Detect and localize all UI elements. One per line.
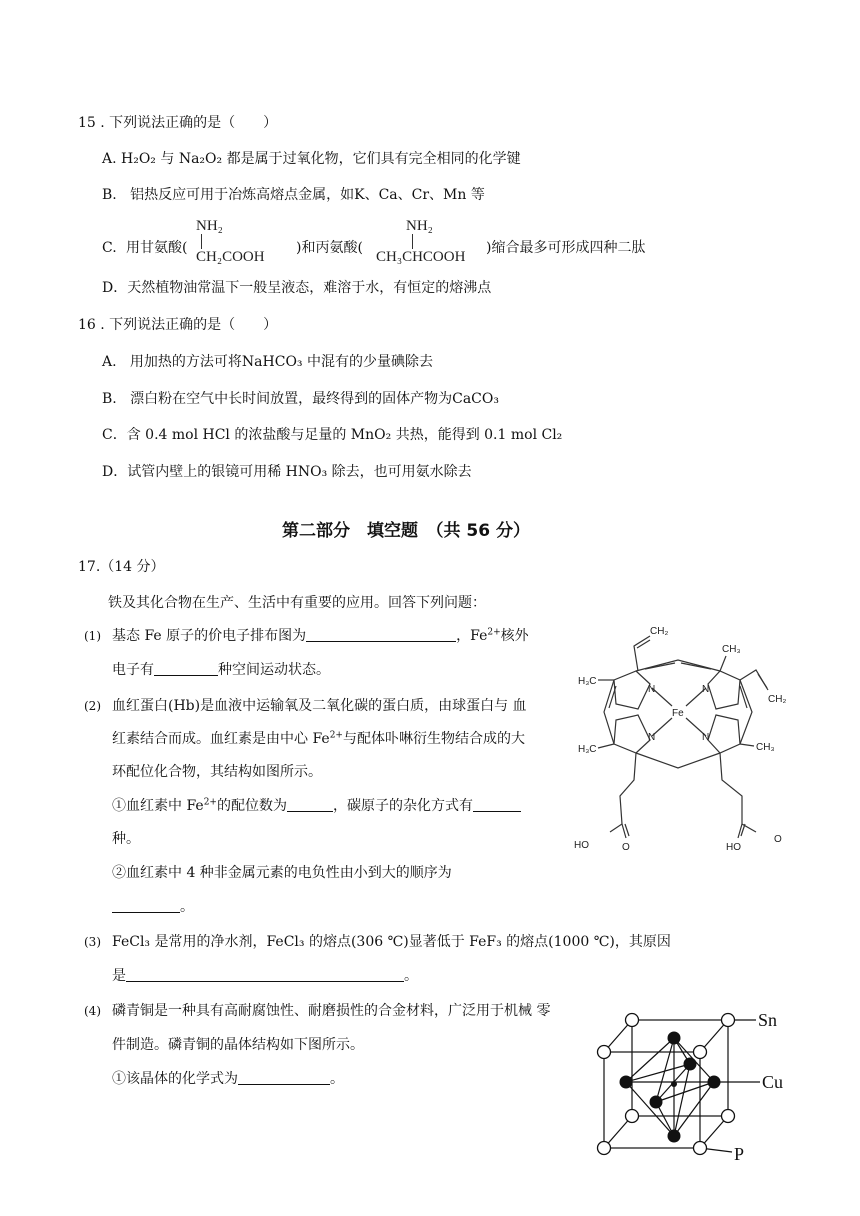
q17-part2-line2-b: 与配体卟啉衍生物结合成的大 [342, 731, 525, 747]
q17-part1-line2-a: 电子有 [112, 662, 154, 678]
crystal-p-label: P [734, 1144, 745, 1162]
q16-option-b-text: 漂白粉在空气中长时间放置，最终得到的固体产物为CaCO₃ [130, 391, 499, 407]
alanine-chain: CH₃CHCOOH [376, 249, 466, 265]
q17-part4-line2: 件制造。磷青铜的晶体结构如下图所示。 [112, 1037, 364, 1053]
answer-blank-electronegativity[interactable] [112, 898, 180, 913]
q17-part2-line2-a: 红素结合而成。血红素是由中心 Fe [112, 731, 330, 747]
heme-methyl-bottom-left-label: H₃C [578, 744, 597, 755]
heme-methyl-bottom-right-label: CH₃ [756, 742, 775, 753]
q17-part2-q2-answer [112, 898, 194, 916]
q17-part2-q1-end: 种。 [112, 831, 140, 847]
q16-stem: 16 . 下列说法正确的是（ ） [78, 317, 278, 333]
glycine-chain: CH₂COOH [196, 249, 265, 265]
q16-option-a-text: 用加热的方法可将NaHCO₃ 中混有的少量碘除去 [129, 354, 433, 370]
heme-n-label-2: N [702, 684, 710, 695]
q15-option-b-letter: B. [102, 187, 117, 203]
q17-part2-line3: 环配位化合物，其结构如图所示。 [112, 764, 322, 780]
q17-part3-line2-a: 是 [112, 968, 126, 984]
q17-part1-sup: 2+ [487, 627, 501, 638]
crystal-structure-figure [592, 1006, 792, 1162]
answer-blank-coordination-number[interactable] [287, 797, 333, 812]
crystal-cu-label: Cu [762, 1072, 784, 1092]
crystal-sn-label: Sn [758, 1010, 778, 1030]
q15-option-d: D．天然植物油常温下一般呈液态，难溶于水，有恒定的熔沸点 [102, 280, 492, 296]
q15-option-c-part1: 用甘氨酸( [126, 240, 188, 256]
q15-stem: 15 . 下列说法正确的是（ ） [78, 115, 278, 131]
answer-blank-motion-states[interactable] [154, 661, 218, 676]
glycine-nh2: NH₂ [196, 218, 223, 234]
q17-part2-line2 [112, 730, 525, 748]
heme-o-right-label: O [774, 834, 782, 845]
q17-part4-line1: 磷青铜是一种具有高耐腐蚀性、耐磨损性的合金材料，广泛用于机械 零 [112, 1003, 551, 1019]
q17-part1-text-b: ，Fe [456, 628, 488, 644]
q16-option-c: C．含 0.4 mol HCl 的浓盐酸与足量的 MnO₂ 共热，能得到 0.1 mol Cl₂ [102, 427, 563, 443]
heme-o-left-label: O [622, 842, 630, 853]
q15-option-c-letter: C. [102, 240, 117, 256]
q17-part1-line2 [112, 661, 330, 679]
heme-ho-left-label: HO [574, 840, 589, 851]
q17-part4-number: (4) [84, 1004, 101, 1018]
q17-part2-q2-end: 。 [180, 899, 194, 915]
q17-part1-number: (1) [84, 629, 101, 643]
heme-n-label-4: N [702, 732, 710, 743]
q17-part2-line1: 血红蛋白(Hb)是血液中运输氧及二氧化碳的蛋白质，由球蛋白与 血 [112, 698, 527, 714]
q17-part4-q1-end: 。 [330, 1071, 344, 1087]
q17-part2-q1 [112, 797, 521, 815]
q16-option-d: D．试管内壁上的银镜可用稀 HNO₃ 除去，也可用氨水除去 [102, 464, 472, 480]
q17-part2-q1-b: 的配位数为 [216, 798, 287, 814]
q17-part3-line2 [112, 967, 418, 985]
q17-part2-number: (2) [84, 699, 101, 713]
q17-part2-q1-sup: 2+ [203, 797, 217, 808]
q15-option-c-part3: )缩合最多可形成四种二肽 [486, 240, 646, 256]
alanine-bond [412, 234, 413, 249]
q17-part3-line2-end: 。 [404, 968, 418, 984]
q17-part2-q2: ②血红素中 4 种非金属元素的电负性由小到大的顺序为 [112, 865, 452, 881]
answer-blank-reason[interactable] [126, 967, 404, 982]
alanine-formula [376, 218, 465, 265]
glycine-formula [196, 218, 265, 265]
heme-fe-label: Fe [672, 708, 684, 719]
q15-option-c-part2: )和丙氨酸( [296, 240, 363, 256]
q17-part3-number: (3) [84, 935, 101, 949]
q17-part1-line1 [112, 627, 529, 645]
heme-methyl-top-right-label: CH₃ [722, 644, 741, 655]
q17-part2-q1-a: ①血红素中 Fe [112, 798, 204, 814]
heme-vinyl-right-label: CH₂ [768, 694, 787, 705]
q17-part1-text-c: 核外 [500, 628, 529, 644]
answer-blank-chemical-formula[interactable] [238, 1070, 330, 1085]
q17-part4-q1 [112, 1070, 344, 1088]
heme-n-label-3: N [648, 732, 656, 743]
q17-part2-q1-c: ，碳原子的杂化方式有 [332, 798, 473, 814]
heme-ho-right-label: HO [726, 842, 741, 853]
q17-part3-line1: FeCl₃ 是常用的净水剂，FeCl₃ 的熔点(306 ℃)显著低于 FeF₃ 的熔点(1000 ℃)，其原因 [112, 934, 671, 950]
q15-option-b [102, 186, 485, 204]
q17-part1-line2-b: 种空间运动状态。 [218, 662, 330, 678]
alanine-nh2: NH₂ [406, 218, 433, 234]
heme-vinyl-top-label: CH₂ [650, 626, 669, 637]
q17-intro: 铁及其化合物在生产、生活中有重要的应用。回答下列问题： [108, 595, 486, 611]
q17-part1-text-a: 基态 Fe 原子的价电子排布图为 [112, 628, 307, 644]
q16-option-b-letter: B. [102, 391, 117, 407]
answer-blank-hybridization[interactable] [473, 797, 521, 812]
heme-methyl-top-left-label: H₃C [578, 676, 597, 687]
q15-option-a: A. H₂O₂ 与 Na₂O₂ 都是属于过氧化物，它们具有完全相同的化学键 [102, 151, 521, 167]
q17-part2-line2-sup: 2+ [329, 730, 343, 741]
q17-part4-q1-text: ①该晶体的化学式为 [112, 1071, 238, 1087]
heme-structure-figure [570, 618, 806, 862]
q16-option-a-letter: A. [102, 354, 117, 370]
answer-blank-valence-diagram[interactable] [306, 627, 456, 642]
q15-option-b-text: 铝热反应可用于冶炼高熔点金属，如K、Ca、Cr、Mn 等 [130, 187, 485, 203]
part2-title: 第二部分 填空题 （共 56 分） [282, 521, 530, 541]
q17-head: 17.（14 分） [78, 559, 165, 575]
heme-n-label-1: N [648, 684, 656, 695]
glycine-bond [201, 234, 202, 249]
q16-option-b [102, 390, 499, 408]
q16-option-a [102, 353, 433, 371]
